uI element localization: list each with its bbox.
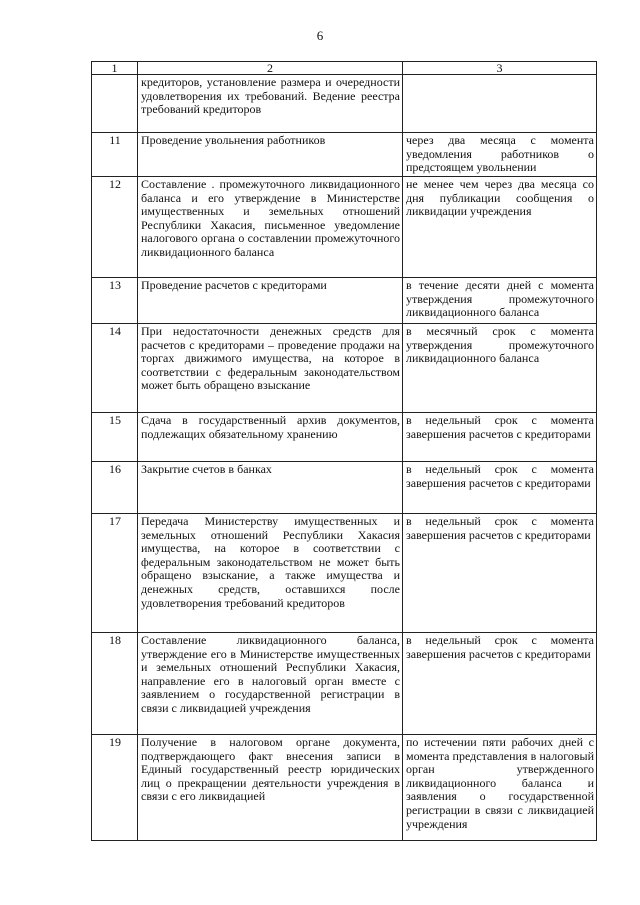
- table-row: [92, 462, 597, 514]
- page-number: 6: [316, 28, 324, 43]
- row-number: 11: [92, 133, 138, 177]
- deadline-cell: в недельный срок с момента завершения расчетов с кредиторами: [403, 514, 597, 633]
- table-row: [92, 324, 597, 413]
- action-cell: Проведение расчетов с кредиторами: [138, 278, 403, 324]
- row-number: 15: [92, 413, 138, 462]
- action-cell: Получение в налоговом органе документа, подтверждающего факт внесения записи в Единый государственный реестр юридических лиц о прекращении деятельности учреждения в связи с его ликвидацией: [138, 735, 403, 841]
- deadline-cell: [403, 75, 597, 133]
- row-number: 17: [92, 514, 138, 633]
- row-number: 16: [92, 462, 138, 514]
- table-row: [92, 514, 597, 633]
- deadline-cell: в месячный срок с момента утверждения промежуточного ликвидационного баланса: [403, 324, 597, 413]
- row-number: 12: [92, 177, 138, 278]
- deadline-cell: в течение десяти дней с момента утверждения промежуточного ликвидационного баланса: [403, 278, 597, 324]
- column-header: 1: [92, 62, 138, 75]
- row-number: [92, 75, 138, 133]
- table-row: [92, 278, 597, 324]
- row-number: 14: [92, 324, 138, 413]
- table-row: [92, 413, 597, 462]
- action-cell: Передача Министерству имущественных и земельных отношений Республики Хакасия имущества, на которое в соответствии с федеральным законодательством не может быть обращено взыскание, а также имущества и денежных средств, оставшихся после удовлетворения требований кредиторов: [138, 514, 403, 633]
- action-cell: кредиторов, установление размера и очередности удовлетворения их требований. Ведение реестра требований кредиторов: [138, 75, 403, 133]
- deadline-cell: в недельный срок с момента завершения расчетов с кредиторами: [403, 633, 597, 735]
- table-row: [92, 75, 597, 133]
- action-cell: Составление . промежуточного ликвидационного баланса и его утверждение в Министерстве имущественных и земельных отношений Республики Хакасия, письменное уведомление налогового органа о составлении промежуточного ликвидационного баланса: [138, 177, 403, 278]
- action-cell: Составление ликвидационного баланса, утверждение его в Министерстве имущественных и земельных отношений Республики Хакасия, направление его в налоговый орган вместе с заявлением о государственной регистрации в связи с ликвидацией учреждения: [138, 633, 403, 735]
- row-number: 19: [92, 735, 138, 841]
- table-row: [92, 633, 597, 735]
- header-row: [92, 62, 597, 75]
- deadline-cell: по истечении пяти рабочих дней с момента представления в налоговый орган утвержденного ликвидационного баланса и заявления о государственной регистрации в связи с ликвидацией учреждения: [403, 735, 597, 841]
- action-cell: Закрытие счетов в банках: [138, 462, 403, 514]
- action-cell: При недостаточности денежных средств для расчетов с кредиторами – проведение продажи на торгах движимого имущества, на которое в соответствии с федеральным законодательством может быть обращено взыскание: [138, 324, 403, 413]
- liquidation-schedule-table: [91, 61, 597, 841]
- table-row: [92, 735, 597, 841]
- deadline-cell: в недельный срок с момента завершения расчетов с кредиторами: [403, 413, 597, 462]
- deadline-cell: не менее чем через два месяца со дня публикации сообщения о ликвидации учреждения: [403, 177, 597, 278]
- row-number: 13: [92, 278, 138, 324]
- column-header: 3: [403, 62, 597, 75]
- column-header: 2: [138, 62, 403, 75]
- deadline-cell: в недельный срок с момента завершения расчетов с кредиторами: [403, 462, 597, 514]
- table-row: [92, 177, 597, 278]
- deadline-cell: через два месяца с момента уведомления работников о предстоящем увольнении: [403, 133, 597, 177]
- table-row: [92, 133, 597, 177]
- row-number: 18: [92, 633, 138, 735]
- action-cell: Сдача в государственный архив документов, подлежащих обязательному хранению: [138, 413, 403, 462]
- action-cell: Проведение увольнения работников: [138, 133, 403, 177]
